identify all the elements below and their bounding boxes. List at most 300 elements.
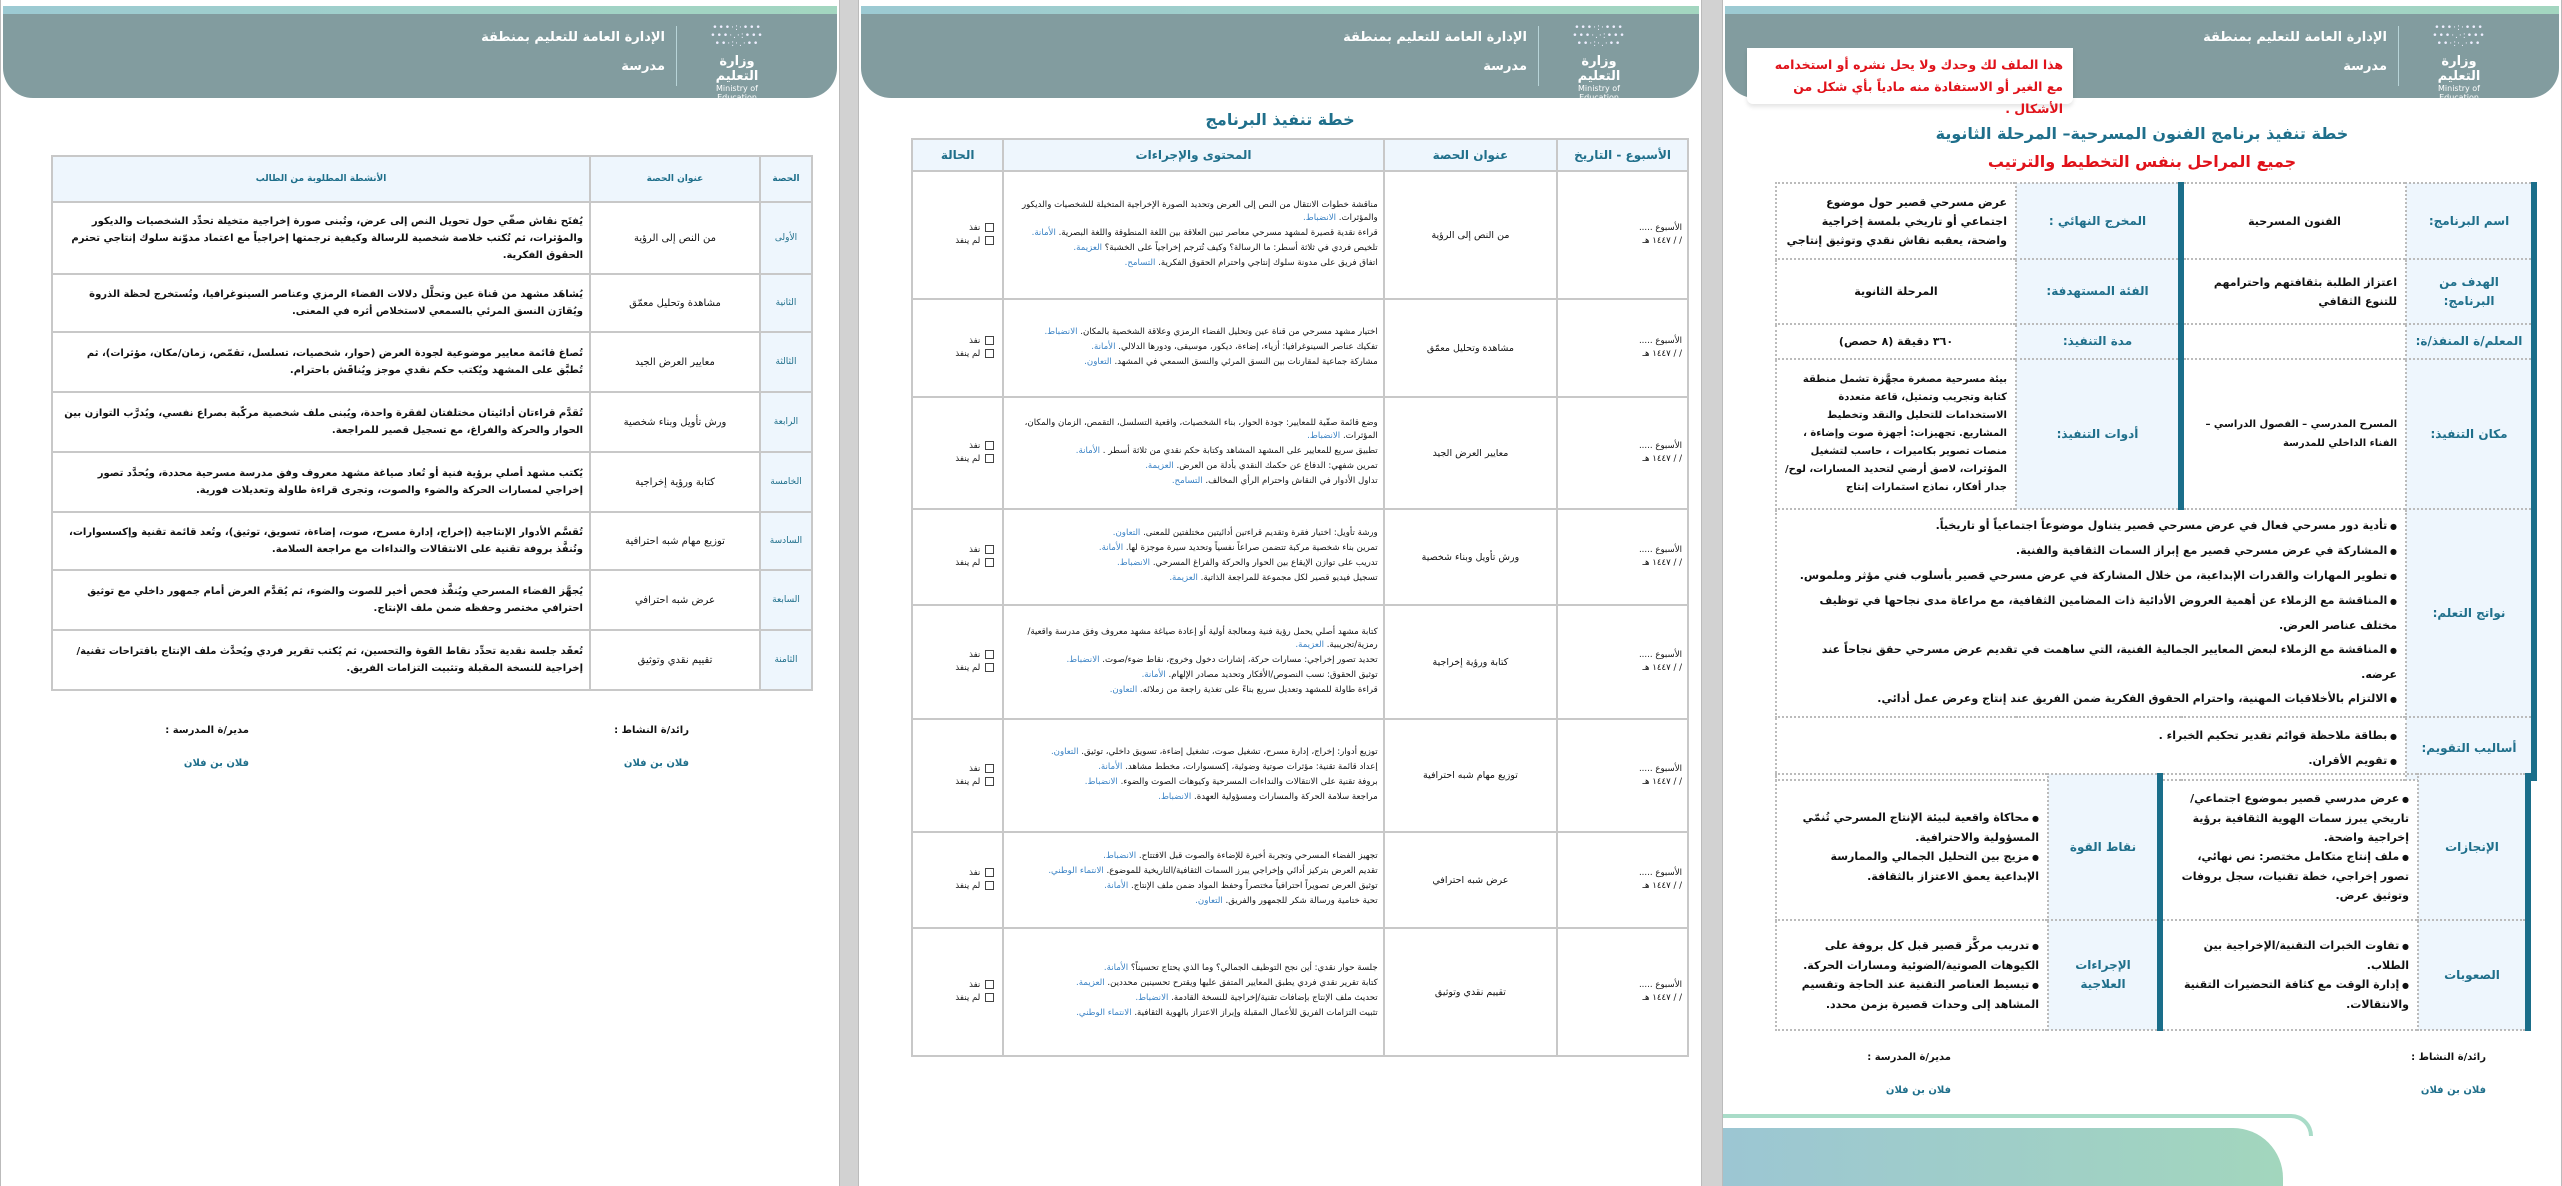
procedure-text: تطبيق سريع للمعايير على المشهد المشاهد وكتابة حكم نقدي من ثلاثة أسطر . [1102, 445, 1378, 456]
procedure-text: تداول الأدوار في النقاش واحترام الرأي المخالف. [1205, 475, 1378, 486]
tools: بيئة مسرحية مصغرة مجهَّزة تشمل منطقة كتابة وتجريب وتمثيل، قاعة متعددة الاستخدامات للتحليل والنقد وتخطيط المشاريع. تجهيزات: أجهزة صوت وإضاءة ، منصات تصوير بكاميرات ، حاسب لتشغيل المؤثرات، لاصق أرضي لتحديد المسارات، لوح/جدار أفكار، نماذج استمارات إنتاج [1776, 359, 2016, 509]
procedure-text: اختيار مشهد مسرحي من قناة عين وتحليل الفضاء الرمزي وعلاقة الشخصية بالمكان. [1080, 326, 1378, 337]
procedure-text: تثبيت التزامات الفريق للأعمال المقبلة وإبراز الاعتزاز بالهوية الثقافية. [1134, 1008, 1378, 1018]
status-done-option[interactable] [918, 544, 994, 557]
final-output-label: المخرج النهائي : [2016, 183, 2181, 259]
procedure-item [1009, 761, 1377, 774]
table-row [52, 392, 812, 452]
week-date-cell [1557, 509, 1688, 605]
list-item: ● المناقشة مع الزملاء لبعض المعايير الجمالية الفنية، التي ساهمت في تقديم عرض مسرحي حقق نجاحاً عند عرضه. [1785, 638, 2397, 687]
table-row [52, 202, 812, 274]
content-cell [1003, 299, 1383, 397]
outcomes-label: نواتج التعلم: [2406, 509, 2534, 717]
list-item: ● المناقشة مع الزملاء عن أهمية العروض الأدائية ذات المضامين الثقافية، مع مراعاة مدى نجاحها في توظيف مختلف عناصر العرض. [1785, 589, 2397, 638]
table-row [912, 397, 1688, 509]
teacher-label: المعلم/ة المنفذ/ة: [2406, 324, 2534, 359]
procedure-item [1009, 460, 1377, 473]
checkbox[interactable] [985, 349, 994, 358]
checkbox[interactable] [985, 881, 994, 890]
procedure-item [1009, 865, 1377, 878]
content-cell [1003, 171, 1383, 299]
procedure-text: توثيق الحقوق: نسب النصوص/الأفكار وتحديد مصادر الإلهام. [1168, 669, 1378, 680]
content-cell [1003, 719, 1383, 832]
value-tag: الانتماء الوطني. [1076, 1008, 1132, 1018]
procedure-item [1009, 850, 1377, 863]
value-tag: الانتماء الوطني. [1048, 866, 1104, 876]
procedure-item [1009, 684, 1377, 697]
value-tag: الانضباط. [1066, 654, 1100, 665]
procedure-text: كتابة تقرير نقدي فردي يطبق المعايير المتفق عليها ويقترح تحسينين محددين. [1107, 978, 1378, 988]
checkbox[interactable] [985, 980, 994, 989]
tools-label: أدوات التنفيذ: [2016, 359, 2181, 509]
checkbox[interactable] [985, 336, 994, 345]
checkbox[interactable] [985, 545, 994, 554]
procedure-item [1009, 977, 1377, 990]
value-tag: الأمانة. [1104, 881, 1129, 891]
procedure-text: مشاركة جماعية لمقارنات بين النسق المرئي والنسق السمعي في المشهد. [1114, 356, 1378, 367]
leader-signature: رائد/ة النشاط : فلان بن فلان [614, 725, 689, 769]
procedure-item [1009, 776, 1377, 789]
session-title-cell: عرض شبه احترافي [1384, 832, 1557, 928]
achievements-label: الإنجازات [2418, 774, 2528, 920]
procedure-text: تدريب على توازن الإيقاع بين الحوار والحركة والفراغ المسرحي. [1152, 558, 1378, 568]
week-label: الأسبوع ..... [1638, 441, 1682, 451]
status-done-option[interactable] [918, 440, 994, 453]
period-cell: الثامنة [760, 630, 812, 690]
list-item: ● تفاوت الخبرات التقنية/الإخراجية بين الطلاب. [2171, 936, 2409, 975]
checkbox[interactable] [985, 650, 994, 659]
date-field[interactable]: / / ١٤٤٧ هـ [1642, 558, 1682, 568]
status-cell [912, 397, 1003, 509]
session-title-cell: معايير العرض الجيد [1384, 397, 1557, 509]
procedure-item [1009, 880, 1377, 893]
program-info-table [1775, 182, 2537, 781]
table-row [912, 171, 1688, 299]
week-date-cell [1557, 299, 1688, 397]
procedure-item [1009, 326, 1377, 339]
procedure-text: إعداد قائمة تقنية: مؤثرات صوتية وضوئية، إكسسوارات، مخطط مشاهد. [1125, 761, 1378, 772]
checkbox[interactable] [985, 558, 994, 567]
header-stripe [3, 6, 837, 14]
checkbox[interactable] [985, 441, 994, 450]
header-divider [676, 26, 677, 86]
activity-cell: يُجهَّز الفضاء المسرحي ويُنفَّذ فحص أخير للصوت والضوء، ثم يُقدَّم العرض أمام جمهور داخلي مع توثيق احترافي مختصر وحفظه ضمن ملف الإنتاج. [52, 570, 590, 630]
status-done-option[interactable] [918, 335, 994, 348]
page-title: خطة تنفيذ برنامج الفنون المسرحية– المرحلة الثانوية [1935, 124, 2349, 143]
procedure-item [1009, 669, 1377, 682]
value-tag: الأمانة. [1098, 543, 1124, 553]
checkbox[interactable] [985, 663, 994, 672]
outcomes-cell [1776, 509, 2406, 717]
status-done-label: نفذ [969, 545, 981, 555]
value-tag: الانضباط. [1307, 430, 1341, 441]
status-done-label: نفذ [969, 980, 981, 990]
procedure-text: تلخيص فردي في ثلاثة أسطر: ما الرسالة؟ وكيف تُترجم إخراجياً على الخشبة؟ [1104, 242, 1378, 253]
goal-label: الهدف من البرنامج: [2406, 259, 2534, 324]
session-title-cell: من النص إلى الرؤية [590, 202, 760, 274]
checkbox[interactable] [985, 868, 994, 877]
status-done-option[interactable] [918, 649, 994, 662]
page-subtitle: جميع المراحل بنفس التخطيط والترتيب [1987, 152, 2297, 171]
procedure-item [1009, 356, 1377, 369]
list-item: ● محاكاة واقعية لبيئة الإنتاج المسرحي تُنمّي المسؤولية والاحترافية. [1785, 808, 2039, 847]
list-item: ● الالتزام بالأخلاقيات المهنية، واحترام الحقوق الفكرية ضمن الفريق عند إنتاج وعرض عمل أدائي. [1785, 687, 2397, 712]
session-title-cell: معايير العرض الجيد [590, 332, 760, 392]
session-title-cell: توزيع مهام شبه احترافية [590, 512, 760, 570]
value-tag: الأمانة. [1103, 963, 1129, 973]
week-label: الأسبوع ..... [1638, 763, 1682, 774]
procedure-text: تحية ختامية ورسالة شكر للجمهور والفريق. [1225, 896, 1378, 906]
value-tag: الانضباط. [1158, 791, 1192, 802]
status-cell [912, 832, 1003, 928]
value-tag: التعاون. [1050, 746, 1079, 757]
period-cell: الرابعة [760, 392, 812, 452]
list-item: ● تدريب مركَّز قصير قبل كل بروفة على الكيوهات الصوتية/الضوئية ومسارات الحركة. [1785, 936, 2039, 975]
procedure-item [1009, 227, 1377, 240]
period-cell: الثانية [760, 274, 812, 332]
status-cell [912, 719, 1003, 832]
list-item: ● بطاقة ملاحظة قوائم تقدير تحكيم الخبراء . [1785, 724, 2397, 749]
assessment-label: أساليب التقويم: [2406, 717, 2534, 780]
value-tag: الانضباط. [1044, 326, 1078, 337]
date-field[interactable]: / / ١٤٤٧ هـ [1642, 236, 1682, 246]
procedure-text: توثيق العرض تصويراً احترافياً مختصراً وحفظ المواد ضمن ملف الإنتاج. [1131, 881, 1378, 891]
procedure-item [1009, 557, 1377, 570]
principal-signature: مدير/ة المدرسة : فلان بن فلان [165, 725, 249, 769]
procedure-item [1009, 257, 1377, 270]
list-item: ● ملف إنتاج متكامل مختصر: نص نهائي، تصور إخراجي، خطة تقنيات، سجل بروفات وتوثيق عرض. [2171, 847, 2409, 905]
activity-cell: تُقسَّم الأدوار الإنتاجية (إخراج، إدارة مسرح، صوت، إضاءة، تسويق، توثيق)، وتُعد قائمة تقنية وإكسسوارات، وتُنفَّذ بروفة تقنية على الانتقالات والنداءات مع مراجعة السلامة. [52, 512, 590, 570]
value-tag: التعاون. [1195, 896, 1223, 906]
session-title-cell: ورش تأويل وبناء شخصية [590, 392, 760, 452]
session-title-cell: كتابة ورؤية إخراجية [1384, 605, 1557, 719]
procedure-item [1009, 572, 1377, 585]
status-cell [912, 605, 1003, 719]
activity-cell: يُفتَح نقاش صفّي حول تحويل النص إلى عرض، وتُبنى صورة إخراجية متخيلة تحدِّد الشخصيات والديكور والمؤثرات، ثم تُكتب خلاصة شخصية للرسالة وكيفية ترجمتها إخراجياً مع اعتماد مدوّنة سلوك إنتاجي تحترم الحقوق الفكرية. [52, 202, 590, 274]
week-date-cell [1557, 605, 1688, 719]
ministry-logo: •••·:·••• •••·.·:••• ••·:·.·•• وزارة التعليم Ministry of Education [710, 23, 764, 102]
list-item: ● تأدية دور مسرحي فعال في عرض مسرحي قصير يتناول موضوعاً اجتماعياً أو تاريخياً. [1785, 514, 2397, 539]
checkbox[interactable] [985, 777, 994, 786]
value-tag: الأمانة. [1098, 761, 1123, 772]
week-date-cell [1557, 719, 1688, 832]
value-tag: العزيمة. [1295, 639, 1324, 650]
table-row [52, 512, 812, 570]
table-row [52, 452, 812, 512]
col-content: المحتوى والإجراءات [1003, 139, 1383, 171]
checkbox[interactable] [985, 454, 994, 463]
activity-cell: يُشاهَد مشهد من قناة عين وتحلَّل دلالات الفضاء الرمزي وعناصر السينوغرافيا، وتُستخرج لحظة الذروة ويُقارَن النسق المرئي بالسمعي لاستخلاص أثره في المعنى. [52, 274, 590, 332]
value-tag: الانضباط. [1135, 993, 1169, 1003]
status-done-label: نفذ [969, 650, 981, 660]
remedies-label: الإجراءات العلاجية [2048, 920, 2160, 1030]
date-field[interactable]: / / ١٤٤٧ هـ [1642, 993, 1682, 1003]
page-title: خطة تنفيذ البرنامج [1205, 110, 1355, 129]
date-field[interactable]: / / ١٤٤٧ هـ [1642, 454, 1682, 464]
status-not-done-label: لم ينفذ [955, 663, 981, 673]
procedure-item [1009, 895, 1377, 908]
date-field[interactable]: / / ١٤٤٧ هـ [1642, 663, 1682, 673]
strengths-list [1785, 808, 2039, 886]
difficulties-label: الصعوبات [2418, 920, 2528, 1030]
value-tag: العزيمة. [1076, 978, 1105, 988]
assessment-cell [1776, 717, 2406, 780]
procedure-text: كتابة مشهد أصلي يحمل رؤية فنية ومعالجة أولية أو إعادة صياغة مشهد معروف وفق مدرسة واقعية/رمزية/تجريبية. [1027, 626, 1378, 650]
status-cell [912, 171, 1003, 299]
table-row [912, 928, 1688, 1056]
procedure-item [1009, 475, 1377, 488]
week-label: الأسبوع ..... [1638, 868, 1682, 878]
session-title-cell: تقييم نقدي وتوثيق [1384, 928, 1557, 1056]
procedure-text: مراجعة سلامة الحركة والمسارات ومسؤولية العهدة. [1193, 791, 1378, 802]
program-name-label: اسم البرنامج: [2406, 183, 2534, 259]
procedure-item [1009, 527, 1377, 540]
procedure-item [1009, 654, 1377, 667]
status-not-done-label: لم ينفذ [955, 236, 981, 246]
table-row [912, 719, 1688, 832]
value-tag: العزيمة. [1073, 242, 1102, 253]
assessment-list [1785, 724, 2397, 774]
remedies-cell [1776, 920, 2048, 1030]
status-done-option[interactable] [918, 763, 994, 776]
ministry-logo: •••·:·••• •••·.·:••• ••·:·.·•• وزارة التعليم Ministry of Education [1572, 23, 1626, 102]
status-done-option[interactable] [918, 979, 994, 992]
value-tag: التسامح. [1171, 475, 1203, 486]
page-session-activities [0, 0, 840, 1186]
status-cell [912, 509, 1003, 605]
status-not-done-label: لم ينفذ [955, 881, 981, 891]
status-not-done-option[interactable] [918, 557, 994, 570]
session-title-cell: من النص إلى الرؤية [1384, 171, 1557, 299]
status-not-done-label: لم ينفذ [955, 776, 981, 787]
session-title-cell: عرض شبه احترافي [590, 570, 760, 630]
week-date-cell [1557, 928, 1688, 1056]
content-cell [1003, 928, 1383, 1056]
week-label: الأسبوع ..... [1638, 336, 1682, 346]
col-title: عنوان الحصة [590, 156, 760, 202]
status-not-done-option[interactable] [918, 992, 994, 1005]
value-tag: التعاون. [1084, 356, 1112, 367]
header-stripe [1725, 6, 2559, 14]
procedure-item [1009, 791, 1377, 804]
session-title-cell: مشاهدة وتحليل معمّق [590, 274, 760, 332]
ministry-logo: •••·:·••• •••·.·:••• ••·:·.·•• وزارة التعليم Ministry of Education [2432, 23, 2486, 102]
value-tag: التعاون. [1109, 684, 1138, 695]
procedure-text: ورشة تأويل: اختيار فقرة وتقديم قراءتين أدائيتين مختلفتين للمعنى. [1143, 528, 1378, 538]
difficulties-list [2171, 936, 2409, 1014]
strengths-label: نقاط القوة [2048, 774, 2160, 920]
activity-cell: تُقدَّم قراءتان أدائيتان مختلفتان لفقرة واحدة، ويُبنى ملف شخصية مركّبة بصراع نفسي، ويُدرَّب التوازن بين الحوار والحركة والفراغ، مع تسجيل قصير للمراجعة. [52, 392, 590, 452]
value-tag: العزيمة. [1145, 460, 1174, 471]
header-band [861, 14, 1699, 102]
evaluation-table [1775, 773, 2531, 1031]
value-tag: التعاون. [1112, 528, 1141, 538]
status-done-option[interactable] [918, 222, 994, 235]
checkbox[interactable] [985, 236, 994, 245]
status-not-done-label: لم ينفذ [955, 454, 981, 464]
status-not-done-option[interactable] [918, 662, 994, 675]
procedure-item [1009, 341, 1377, 354]
period-cell: الخامسة [760, 452, 812, 512]
value-tag: الأمانة. [1075, 445, 1101, 456]
status-done-option[interactable] [918, 867, 994, 880]
procedure-text: تفكيك عناصر السينوغرافيا: أزياء، إضاءة، ديكور، موسيقى، ودورها الدلالي. [1118, 341, 1378, 352]
header-band [3, 14, 837, 102]
procedure-text: بروفة تقنية على الانتقالات والنداءات المسرحية وكيوهات الصوت والضوء. [1120, 776, 1378, 787]
header-band [1725, 14, 2559, 116]
table-row [912, 832, 1688, 928]
procedure-text: تحديث ملف الإنتاج بإضافات تقنية/إخراجية للنسخة القادمة. [1171, 993, 1378, 1003]
date-field[interactable]: / / ١٤٤٧ هـ [1642, 349, 1682, 359]
header-divider [1538, 26, 1539, 86]
date-field[interactable]: / / ١٤٤٧ هـ [1642, 776, 1682, 787]
session-title-cell: ورش تأويل وبناء شخصية [1384, 509, 1557, 605]
table-row [52, 570, 812, 630]
week-label: الأسبوع ..... [1638, 223, 1682, 233]
list-item: ● تقويم الأقران. [1785, 749, 2397, 774]
content-cell [1003, 832, 1383, 928]
session-title-cell: كتابة ورؤية إخراجية [590, 452, 760, 512]
procedure-item [1009, 626, 1377, 652]
table-row [52, 274, 812, 332]
procedure-item [1009, 1007, 1377, 1020]
execution-table [911, 138, 1689, 1057]
col-period: الحصة [760, 156, 812, 202]
content-cell [1003, 397, 1383, 509]
value-tag: الأمانة. [1091, 341, 1116, 352]
table-row [912, 299, 1688, 397]
checkbox[interactable] [985, 223, 994, 232]
list-item: ● تبسيط العناصر التقنية عند الحاجة وتقسيم المشاهد إلى وحدات قصيرة بزمن محدد. [1785, 975, 2039, 1014]
list-item: ● إدارة الوقت مع كثافة التحضيرات التقنية والانتقالات. [2171, 975, 2409, 1014]
procedure-text: قراءة طاولة للمشهد وتعديل سريع بناءً على تغذية راجعة من زملائه. [1140, 684, 1378, 695]
content-cell [1003, 605, 1383, 719]
list-item: ● المشاركة في عرض مسرحي قصير مع إبراز السمات الثقافية والفنية. [1785, 539, 2397, 564]
activity-cell: تُعقَد جلسة نقدية تحدِّد نقاط القوة والتحسين، ثم يُكتب تقرير فردي ويُحدَّث ملف الإنتاج باقتراحات تقنية/إخراجية للنسخة المقبلة وتثبيت التزامات الفريق. [52, 630, 590, 690]
list-item: ● عرض مدرسي قصير بموضوع اجتماعي/تاريخي يبرز سمات الهوية الثقافية برؤية إخراجية واضحة. [2171, 789, 2409, 847]
procedure-text: تمرين شفهي: الدفاع عن حكمك النقدي بأدلة من العرض. [1176, 460, 1378, 471]
principal-signature: مدير/ة المدرسة : فلان بن فلان [1867, 1052, 1951, 1096]
status-not-done-option[interactable] [918, 348, 994, 361]
copyright-notice: هذا الملف لك وحدك ولا يحل نشره أو استخدامه مع الغير أو الاستفادة منه مادياً بأي شكل من الأشكال . [1747, 48, 2073, 104]
status-done-label: نفذ [969, 763, 981, 774]
procedure-item [1009, 417, 1377, 443]
week-label: الأسبوع ..... [1638, 980, 1682, 990]
target-label: الفئة المستهدفة: [2016, 259, 2181, 324]
program-name: الفنون المسرحية [2181, 183, 2406, 259]
procedure-text: قراءة نقدية قصيرة لمشهد مسرحي معاصر تبين العلاقة بين اللغة المنطوقة واللغة البصرية. [1058, 227, 1378, 238]
status-done-label: نفذ [969, 223, 981, 233]
procedure-item [1009, 746, 1377, 759]
outcomes-list [1785, 514, 2397, 712]
target: المرحلة الثانوية [1776, 259, 2016, 324]
session-title-cell: مشاهدة وتحليل معمّق [1384, 299, 1557, 397]
organization: الإدارة العامة للتعليم بمنطقة مدرسة [481, 30, 665, 74]
procedure-text: تحديد تصور إخراجي: مسارات حركة، إشارات دخول وخروج، نقاط ضوء/صوت. [1102, 654, 1378, 665]
col-title: عنوان الحصة [1384, 139, 1557, 171]
period-cell: السادسة [760, 512, 812, 570]
period-cell: الأولى [760, 202, 812, 274]
table-row [912, 605, 1688, 719]
value-tag: الانضباط. [1084, 776, 1118, 787]
status-cell [912, 928, 1003, 1056]
status-not-done-label: لم ينفذ [955, 558, 981, 568]
activity-cell: تُصاغ قائمة معايير موضوعية لجودة العرض (حوار، شخصيات، تسلسل، تقمّص، زمان/مكان، مؤثرات)، ثم تُطبَّق على المشهد ويُكتب حكم نقدي موجز ويُناقَش باحترام. [52, 332, 590, 392]
procedure-text: مناقشة خطوات الانتقال من النص إلى العرض وتحديد الصورة الإخراجية المتخيلة للشخصيات والديكور والمؤثرات. [1021, 199, 1378, 223]
procedure-text: تجهيز الفضاء المسرحي وتجربة أخيرة للإضاءة والصوت قبل الافتتاح. [1138, 851, 1378, 861]
week-label: الأسبوع ..... [1638, 545, 1682, 555]
place-label: مكان التنفيذ: [2406, 359, 2534, 509]
procedure-text: توزيع أدوار: إخراج، إدارة مسرح، تشغيل صوت، تشغيل إضاءة، تسويق داخلي، توثيق. [1081, 746, 1378, 757]
table-row [912, 509, 1688, 605]
duration: ٣٦٠ دقيقة (٨ حصص) [1776, 324, 2016, 359]
col-activities: الأنشطة المطلوبة من الطالب [52, 156, 590, 202]
procedure-item [1009, 242, 1377, 255]
header-divider [2398, 26, 2399, 86]
organization: الإدارة العامة للتعليم بمنطقة مدرسة [1343, 30, 1527, 74]
value-tag: الأمانة. [1031, 227, 1056, 238]
final-output: عرض مسرحي قصير حول موضوع اجتماعي أو تاريخي بلمسة إخراجية واضحة، يعقبه نقاش نقدي وتوثيق إنتاجي [1776, 183, 2016, 259]
table-row [52, 630, 812, 690]
place: المسرح المدرسي – الفصول الدراسي – الفناء الداخلي للمدرسة [2181, 359, 2406, 509]
procedure-text: وضع قائمة صفّية للمعايير: جودة الحوار، بناء الشخصيات، واقعية التسلسل، التقمص، الزمان والمكان، المؤثرات. [1024, 417, 1378, 441]
status-done-label: نفذ [969, 336, 981, 346]
procedure-item [1009, 199, 1377, 225]
value-tag: التسامح. [1124, 257, 1156, 268]
procedure-item [1009, 445, 1377, 458]
session-title-cell: توزيع مهام شبه احترافية [1384, 719, 1557, 832]
strengths-cell [1776, 774, 2048, 920]
teacher-field[interactable] [2181, 324, 2406, 359]
procedure-item [1009, 992, 1377, 1005]
date-field[interactable]: / / ١٤٤٧ هـ [1642, 881, 1682, 891]
difficulties-cell [2160, 920, 2418, 1030]
col-week: الأسبوع - التاريخ [1557, 139, 1688, 171]
status-not-done-option[interactable] [918, 453, 994, 466]
period-cell: السابعة [760, 570, 812, 630]
procedure-item [1009, 962, 1377, 975]
week-date-cell [1557, 397, 1688, 509]
content-cell [1003, 509, 1383, 605]
col-status: الحالة [912, 139, 1003, 171]
page-execution-plan [858, 0, 1702, 1186]
header-stripe [861, 6, 1699, 14]
checkbox[interactable] [985, 764, 994, 773]
session-title-cell: تقييم نقدي وتوثيق [590, 630, 760, 690]
procedure-text: تمرين بناء شخصية مركبة تتضمن صراعاً نفسياً وتحديد سيرة موجزة لها. [1125, 543, 1378, 553]
value-tag: الأمانة. [1141, 669, 1166, 680]
page-program-plan [1722, 0, 2562, 1186]
status-not-done-option[interactable] [918, 880, 994, 893]
activities-table [51, 155, 813, 691]
period-cell: الثالثة [760, 332, 812, 392]
checkbox[interactable] [985, 993, 994, 1002]
footer-decoration [1723, 1128, 2283, 1186]
organization: الإدارة العامة للتعليم بمنطقة مدرسة [2203, 30, 2387, 74]
procedure-text: تقديم العرض بتركيز أدائي وإخراجي يبرز السمات الثقافية/التاريخية للموضوع. [1106, 866, 1378, 876]
status-not-done-option[interactable] [918, 235, 994, 248]
status-not-done-label: لم ينفذ [955, 993, 981, 1003]
goal: اعتزاز الطلبة بثقافتهم واحترامهم للتنوع الثقافي [2181, 259, 2406, 324]
status-not-done-label: لم ينفذ [955, 349, 981, 359]
table-row [52, 332, 812, 392]
status-not-done-option[interactable] [918, 776, 994, 789]
value-tag: الانضباط. [1303, 212, 1337, 223]
list-item: ● تطوير المهارات والقدرات الإبداعية، من خلال المشاركة في عرض مسرحي قصير بأسلوب فني مؤثر وملموس. [1785, 564, 2397, 589]
list-item: ● مزيج بين التحليل الجمالي والممارسة الإبداعية يعمق الاعتزاز بالثقافة. [1785, 847, 2039, 886]
achievements-cell [2160, 774, 2418, 920]
duration-label: مدة التنفيذ: [2016, 324, 2181, 359]
